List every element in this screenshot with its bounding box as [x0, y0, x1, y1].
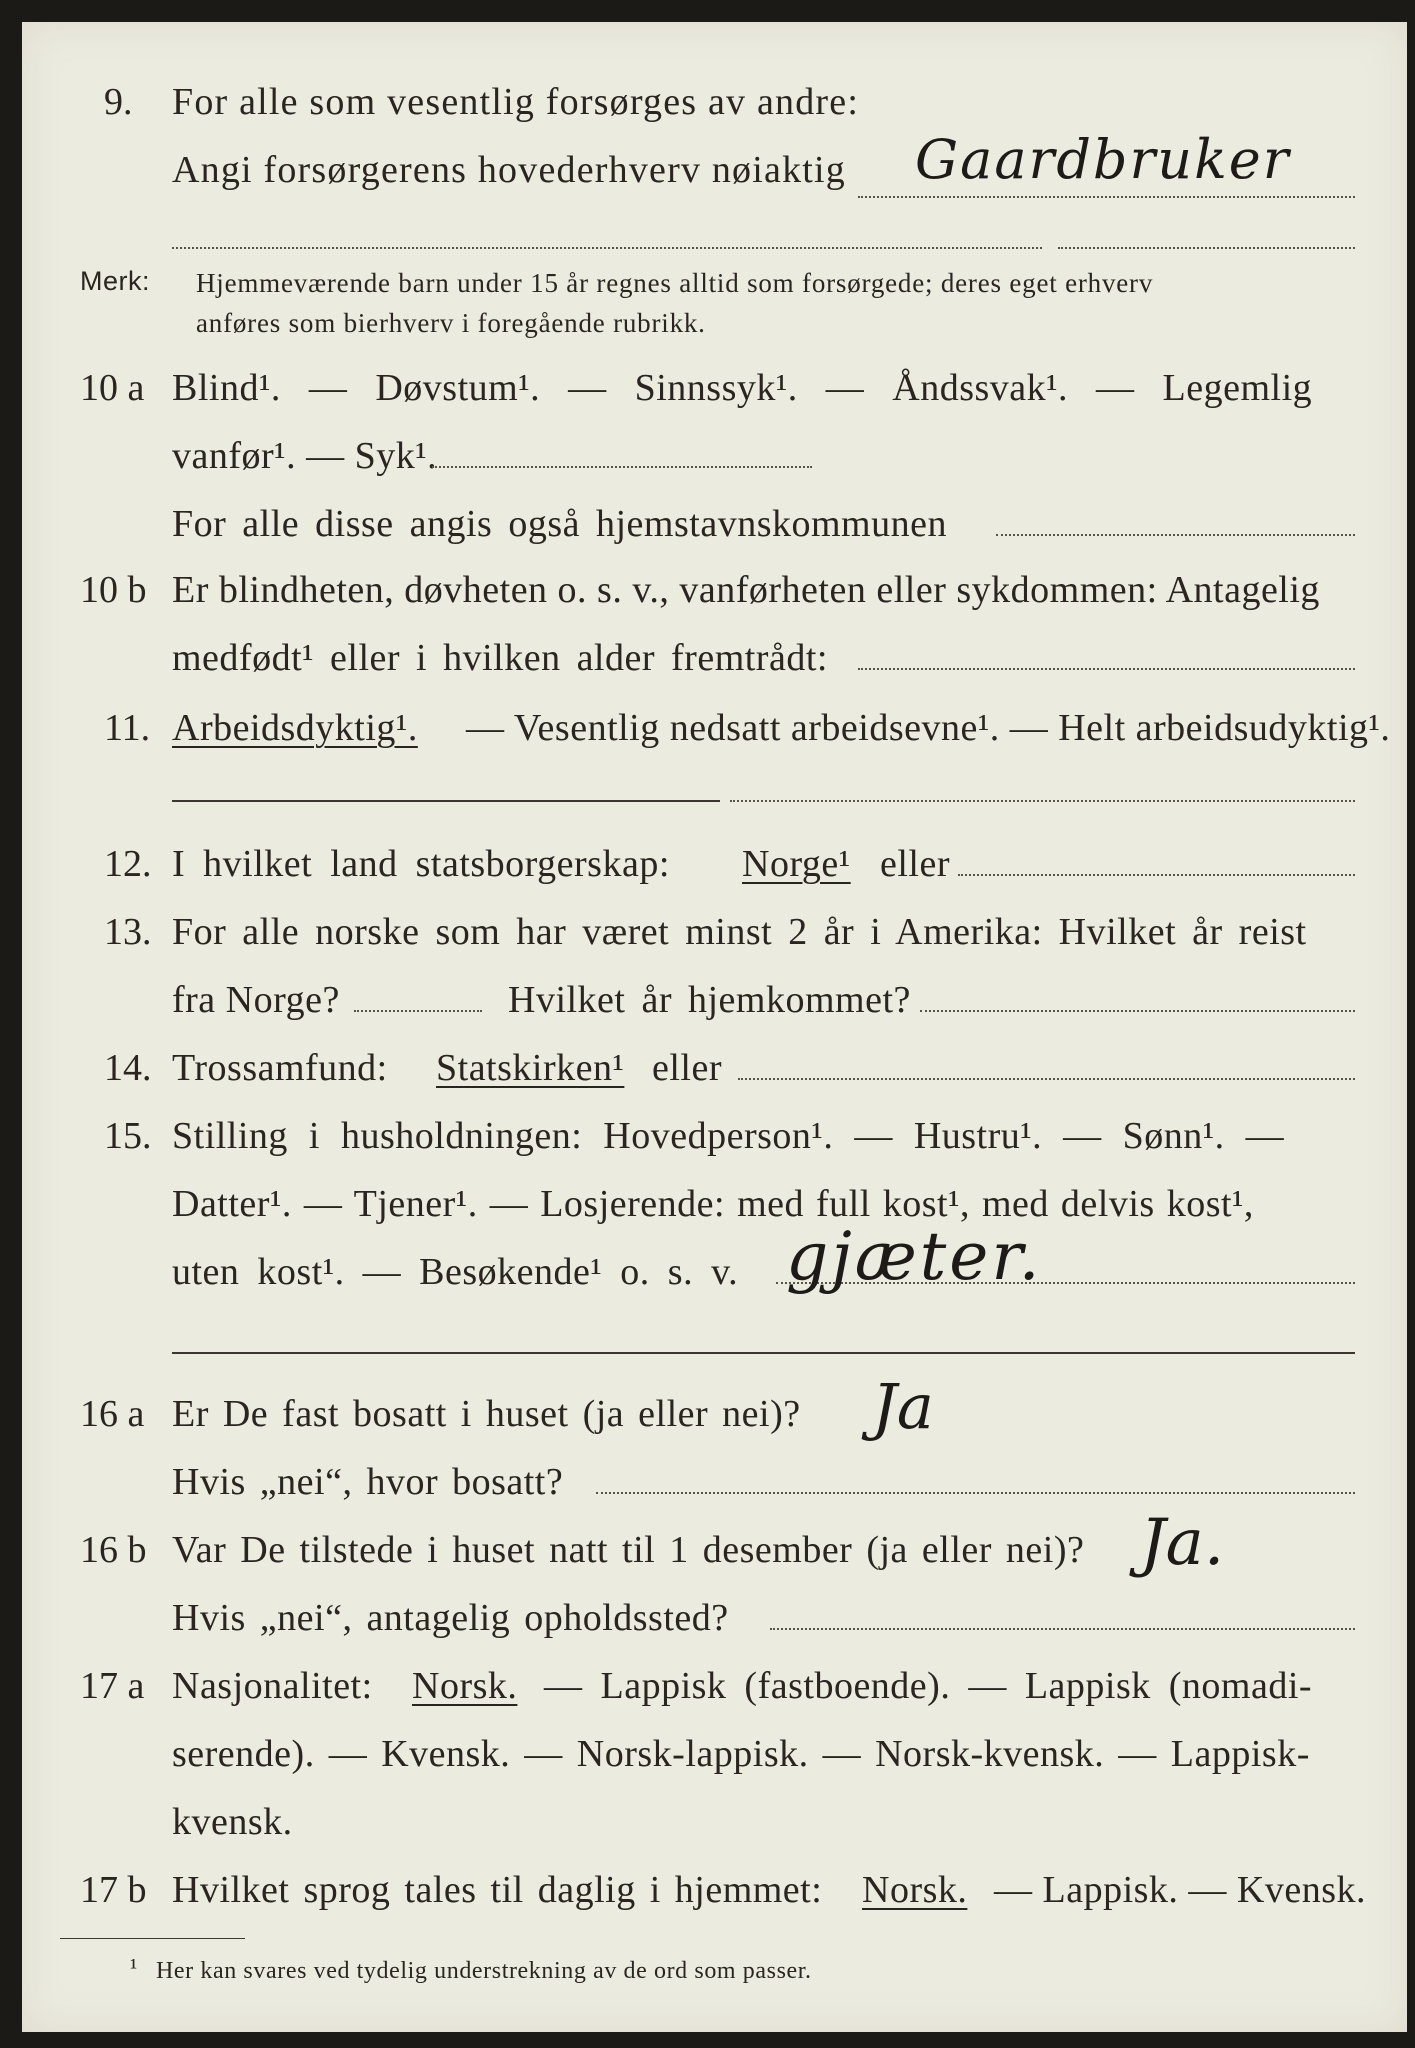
q16a-line2: Hvis „nei“, hvor bosatt? [172, 1461, 564, 1503]
q17a-number: 17 a [80, 1665, 145, 1707]
q10a-number: 10 a [80, 367, 145, 409]
q9-extra-line-b [1058, 247, 1355, 249]
q12-answer-line [958, 874, 1355, 876]
q16a-number: 16 a [80, 1393, 145, 1435]
q9-number: 9. [104, 81, 133, 123]
q17b-pre: Hvilket sprog tales til daglig i hjemmet: [172, 1869, 823, 1911]
q10b-line2: medfødt¹ eller i hvilken alder fremtrådt: [172, 637, 828, 679]
q10a-line2: vanfør¹. — Syk¹. [172, 435, 438, 477]
merk-line2: anføres som bierhverv i foregående rubrikk. [196, 308, 706, 338]
footnote-text: Her kan svares ved tydelig understrekning av de ord som passer. [156, 1958, 812, 1984]
q16b-line1: Var De tilstede i huset natt til 1 desember (ja eller nei)? [172, 1529, 1085, 1571]
q17b-number: 17 b [80, 1869, 147, 1911]
footnote-divider [60, 1938, 245, 1939]
q14-number: 14. [104, 1047, 152, 1089]
q9-line1: For alle som vesentlig forsørges av andre: [172, 81, 860, 123]
q13-year-left-line [354, 1010, 482, 1012]
q15-extra-line [172, 1352, 1355, 1354]
q16b-answer-line [770, 1628, 1355, 1630]
q11-option-arbeidsdyktig: Arbeidsdyktig¹. [172, 707, 418, 749]
q9-handwritten-answer: Gaardbruker [915, 128, 1291, 191]
q15-handwritten-answer: gjæter. [786, 1218, 1043, 1295]
q15-line2: Datter¹. — Tjener¹. — Losjerende: med full kost¹, med delvis kost¹, [172, 1183, 1254, 1225]
q14-answer-line [738, 1078, 1355, 1080]
q9-line2: Angi forsørgerens hovederhverv nøiaktig [172, 149, 846, 191]
q13-line2a: fra Norge? [172, 979, 340, 1021]
footnote-mark: ¹ [130, 1955, 138, 1981]
q16a-line1: Er De fast bosatt i huset (ja eller nei)? [172, 1393, 801, 1435]
q16a-answer-line [596, 1492, 1355, 1494]
q10b-answer-line [858, 668, 1355, 670]
q17b-option-norsk: Norsk. [862, 1869, 968, 1911]
q10a-hometown-line [996, 534, 1355, 536]
q13-number: 13. [104, 911, 152, 953]
q16b-number: 16 b [80, 1529, 147, 1571]
q16b-line2: Hvis „nei“, antagelig opholdssted? [172, 1597, 729, 1639]
q15-number: 15. [104, 1115, 152, 1157]
q16b-handwritten-answer: Ja. [1140, 1506, 1225, 1580]
q9-answer-line [858, 196, 1355, 198]
q12-post: eller [880, 843, 951, 885]
q11-other-options: — Vesentlig nedsatt arbeidsevne¹. — Helt arbeidsudyktig¹. [466, 707, 1391, 749]
q15-line1: Stilling i husholdningen: Hovedperson¹. — Hustru¹. — Sønn¹. — [172, 1115, 1285, 1157]
q12-option-norge: Norge¹ [742, 843, 851, 885]
q14-option-statskirken: Statskirken¹ [436, 1047, 625, 1089]
q10b-number: 10 b [80, 569, 147, 611]
q10b-line1: Er blindheten, døvheten o. s. v., vanførheten eller sykdommen: Antagelig [172, 569, 1320, 611]
q13-line1: For alle norske som har været minst 2 år i Amerika: Hvilket år reist [172, 911, 1307, 953]
merk-label: Merk: [80, 266, 150, 296]
q17a-line1-rest: — Lappisk (fastboende). — Lappisk (nomadi- [544, 1665, 1313, 1707]
q17a-pre: Nasjonalitet: [172, 1665, 373, 1707]
q11-answer-line-a [172, 800, 720, 802]
q17a-option-norsk: Norsk. [412, 1665, 518, 1707]
q15-line3: uten kost¹. — Besøkende¹ o. s. v. [172, 1251, 739, 1293]
q13-line2b: Hvilket år hjemkommet? [508, 979, 911, 1021]
q11-number: 11. [104, 707, 151, 749]
q9-extra-line-a [172, 247, 1042, 249]
q10a-line1: Blind¹. — Døvstum¹. — Sinnssyk¹. — Åndssvak¹. — Legemlig [172, 367, 1313, 409]
q10a-answer-line [432, 466, 812, 468]
q17a-line2: serende). — Kvensk. — Norsk-lappisk. — Norsk-kvensk. — Lappisk- [172, 1733, 1310, 1775]
q17b-post: — Lappisk. — Kvensk. [994, 1869, 1367, 1911]
q17a-line3: kvensk. [172, 1801, 293, 1843]
q12-number: 12. [104, 843, 152, 885]
q13-year-returned-line [920, 1010, 1355, 1012]
q10a-line3: For alle disse angis også hjemstavnskommunen [172, 503, 947, 545]
q16a-handwritten-answer: Ja [872, 1370, 934, 1443]
merk-line1: Hjemmeværende barn under 15 år regnes alltid som forsørgede; deres eget erhverv [196, 268, 1154, 298]
q14-pre: Trossamfund: [172, 1047, 388, 1089]
q14-post: eller [652, 1047, 723, 1089]
q12-pre: I hvilket land statsborgerskap: [172, 843, 670, 885]
q11-answer-line-b [730, 800, 1355, 802]
